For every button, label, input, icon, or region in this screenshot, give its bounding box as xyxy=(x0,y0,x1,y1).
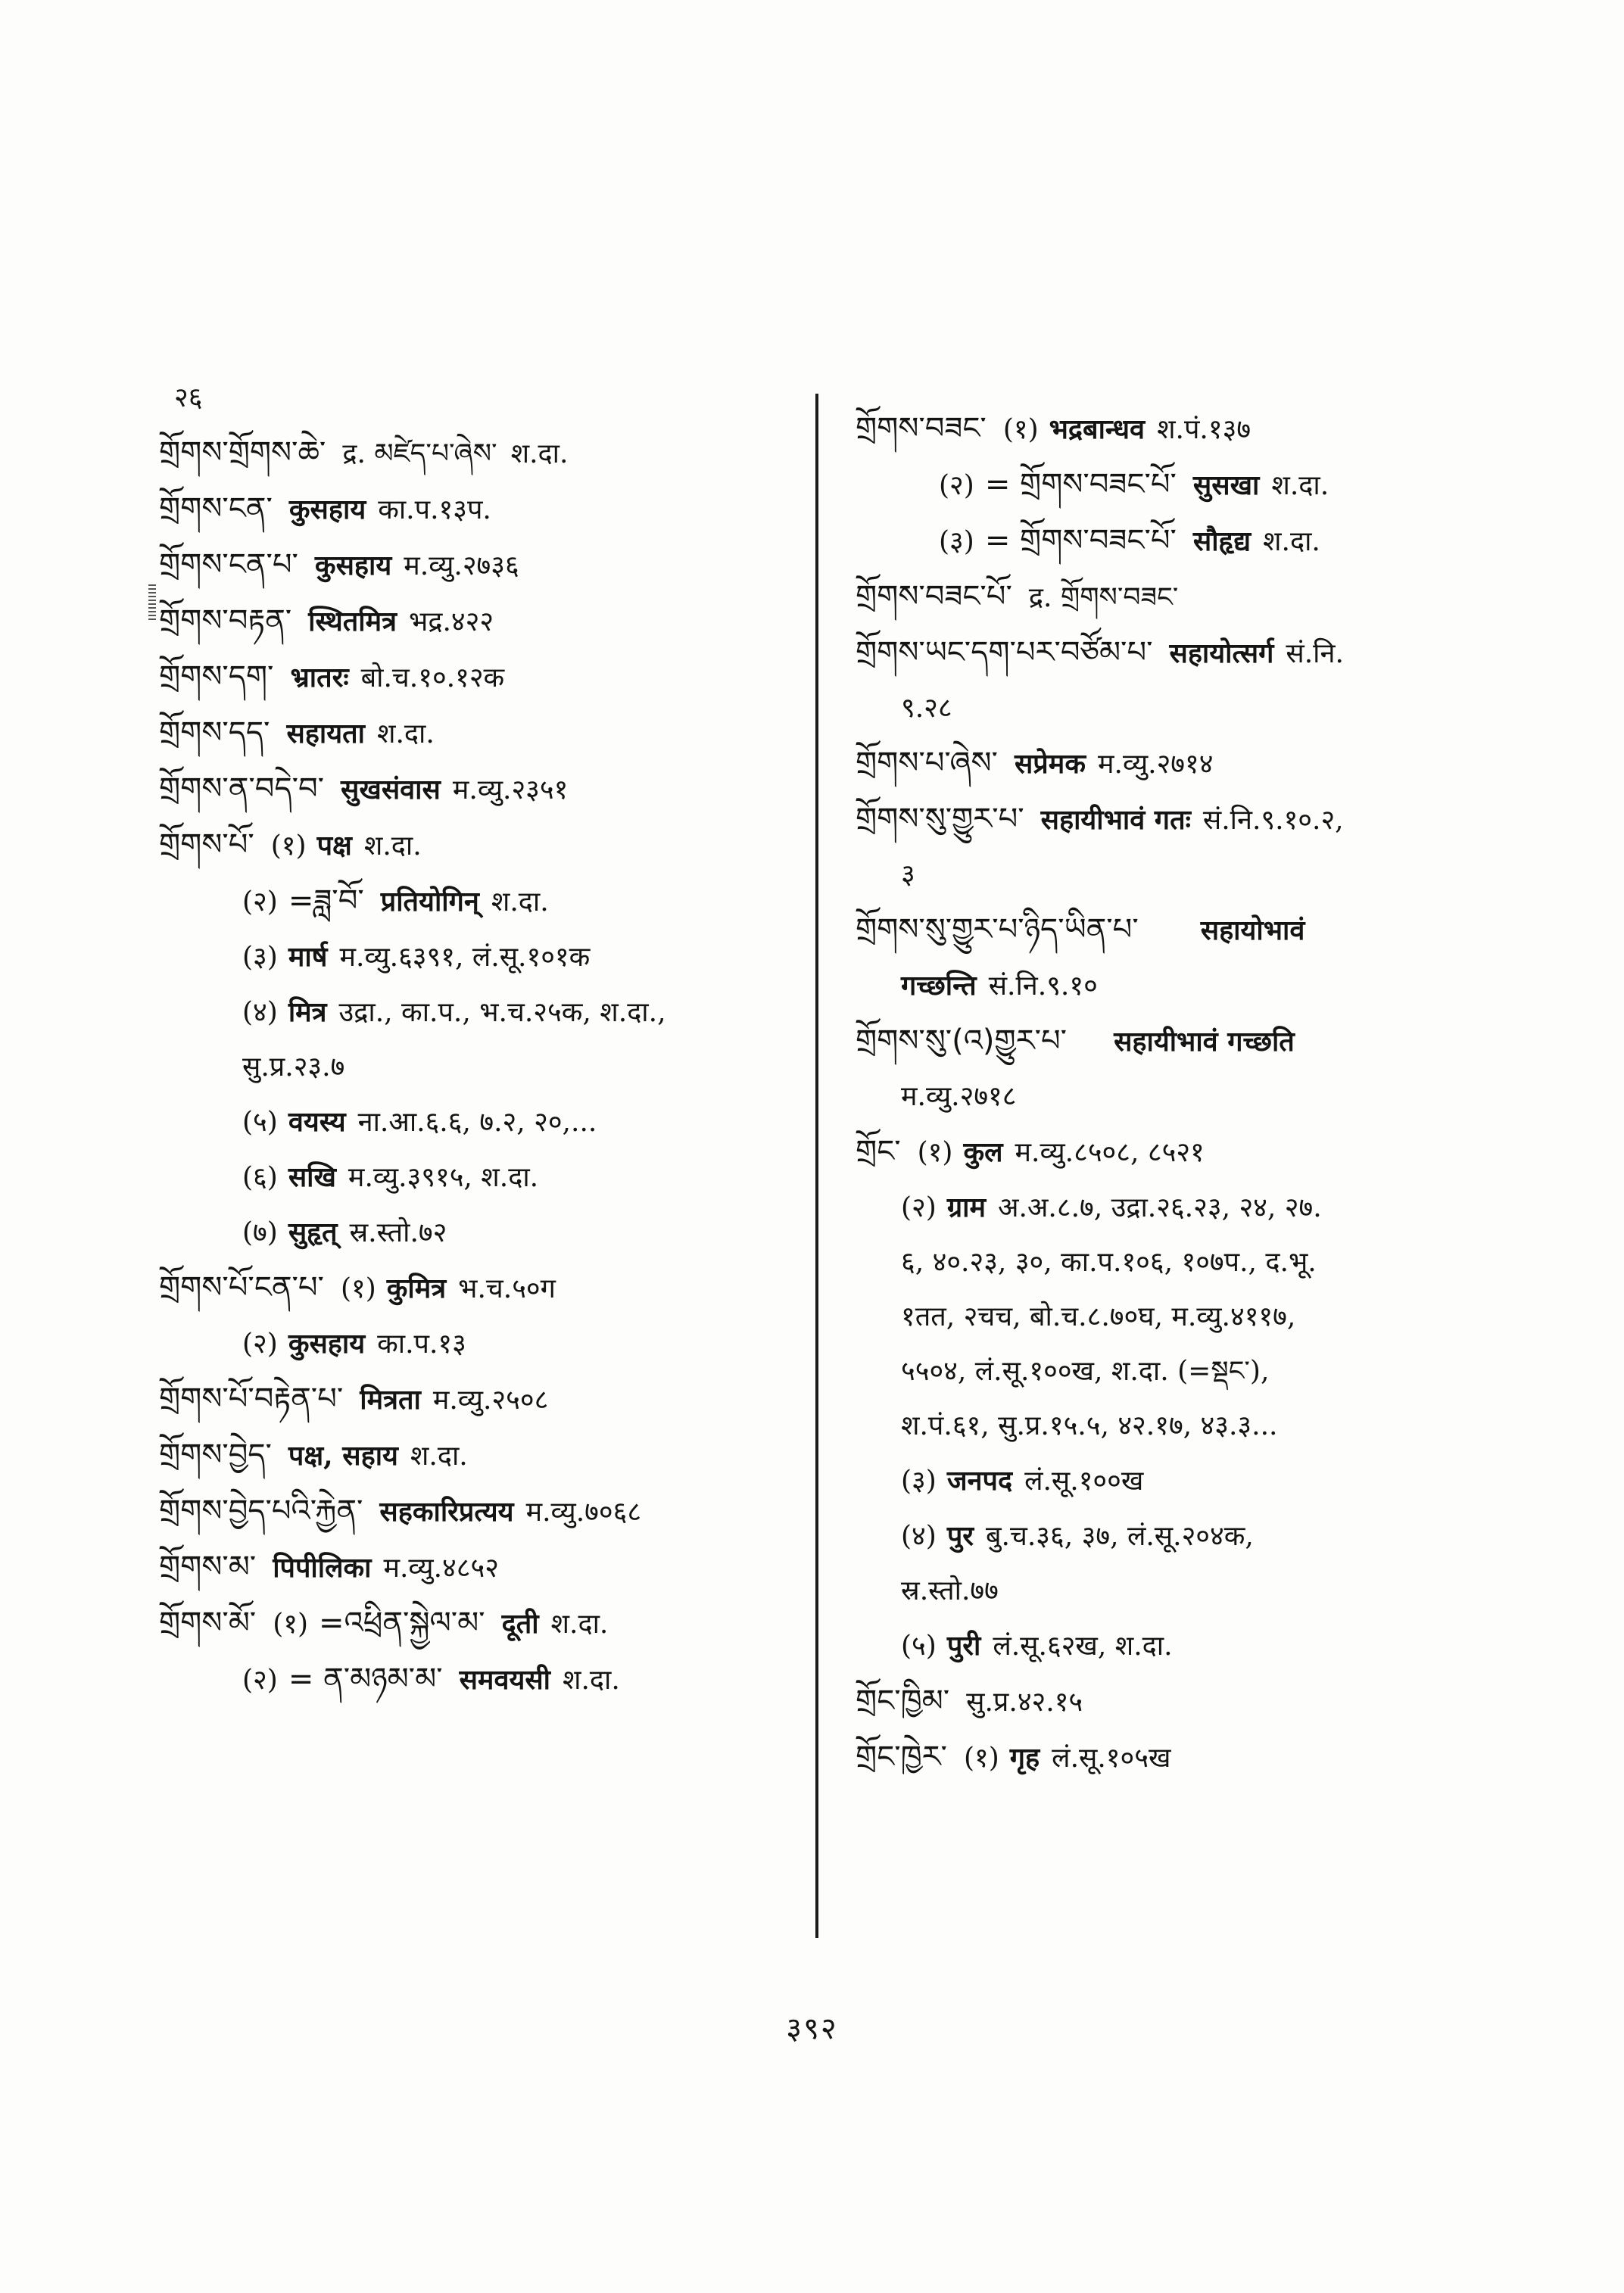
entry: གྲོགས་སུ་གྱུར་པ་ सहायीभावं गतः सं.नि.९.१०.२, xyxy=(856,802,1344,837)
sub-entry-continuation: सु.प्र.२३.७ xyxy=(242,1051,345,1083)
entry-continuation: गच्छन्ति सं.नि.९.१० xyxy=(901,970,1098,1002)
entry: གྲོགས་ན་བདེ་བ་ सुखसंवास म.व्यु.२३५१ xyxy=(159,771,569,806)
entry: གྲོགས་པ་ཞེས་ सप्रेमक म.व्यु.२७१४ xyxy=(856,746,1214,780)
sub-entry-continuation: १तत, २चच, बो.च.८.७०घ, म.व्यु.४११७, xyxy=(901,1301,1296,1332)
sub-entry: (६) सखि म.व्यु.३९१५, श.दा. xyxy=(242,1161,539,1193)
sub-entry: (२) कुसहाय का.प.१३ xyxy=(242,1328,466,1360)
sub-entry: (७) सुहृत् स्र.स्तो.७२ xyxy=(242,1217,447,1248)
entry: གྲོགས་ངན་པ་ कुसहाय म.व्यु.२७३६ xyxy=(159,547,519,582)
entry: གྲོགས་བྱེད་ पक्ष, सहाय श.दा. xyxy=(159,1438,468,1472)
entry: གྲོང་ཁྱེར་ (१) गृह लं.सू.१०५ख xyxy=(856,1740,1171,1774)
entry-continuation: ९.२८ xyxy=(901,693,952,724)
margin-tick-marks xyxy=(148,584,156,622)
entry: གྲོགས་ཡང་དག་པར་བཙོམ་པ་ सहायोत्सर्ग सं.नि. xyxy=(856,635,1344,670)
right-column xyxy=(856,401,1507,1786)
sub-entry: (५) पुरी लं.सू.६२ख, श.दा. xyxy=(901,1630,1173,1662)
sub-entry: (३) = གྲོགས་བཟང་པོ་ सौहृद्य श.दा. xyxy=(939,523,1320,558)
sub-entry: (५) वयस्य ना.आ.६.६, ७.२, २०,... xyxy=(242,1106,597,1138)
entry: གྲོགས་མ་ पिपीलिका म.व्यु.४८५२ xyxy=(159,1550,499,1584)
sub-entry: (४) मित्र उद्रा., का.प., भ.च.२५क, श.दा., xyxy=(242,996,666,1028)
entry: གྲོགས་སུ་གྱུར་པ་ཉིད་ཡིན་པ་ सहायोभावं xyxy=(856,912,1305,947)
entry: གྲོགས་བརྟན་ स्थितमित्र भद्र.४२२ xyxy=(159,603,494,638)
column-header-number: २६ xyxy=(174,382,203,413)
entry: གྲོགས་གྲོགས་ཆེ་ द्र. མཛེད་པ་ཞེས་ श.दा. xyxy=(159,435,569,470)
entry: གྲོགས་བཟང་པོ་ द्र. གྲོགས་བཟང་ xyxy=(856,579,1179,614)
entry: གྲོགས་བཟང་ (१) भद्रबान्धव श.पं.१३७ xyxy=(856,411,1252,446)
sub-entry: (२) =ཟླ་བོ་ प्रतियोगिन् श.दा. xyxy=(242,883,549,918)
entry: གྲོགས་སུ་(འ)གྱུར་པ་ सहायीभावं गच्छति xyxy=(856,1023,1295,1058)
entry-continuation: ३ xyxy=(901,859,915,890)
sub-entry-continuation: स्र.स्तो.७७ xyxy=(901,1575,999,1606)
entry: གྲོགས་ངན་ कुसहाय का.प.१३प. xyxy=(159,491,491,526)
entry: གྲོང་ (१) कुल म.व्यु.८५०८, ८५२१ xyxy=(856,1134,1205,1169)
entry-continuation: म.व्यु.२७१८ xyxy=(901,1081,1017,1112)
entry: གྲོགས་པོ་བརྟེན་པ་ मित्रता म.व्यु.२५०८ xyxy=(159,1382,549,1416)
entry: གྲོགས་པོ་ངན་པ་ (१) कुमित्र भ.च.५०ग xyxy=(159,1270,556,1305)
left-column xyxy=(159,371,818,1708)
entry: གྲོང་ཁྱིམ་ सु.प्र.४२.१५ xyxy=(856,1684,1083,1718)
sub-entry: (२) ग्राम अ.अ.८.७, उद्रा.२६.२३, २४, २७. xyxy=(901,1192,1322,1223)
page-number: ३९२ xyxy=(786,2011,838,2046)
entry: གྲོགས་བྱེད་པའི་རྐྱེན་ सहकारिप्रत्यय म.व्यु.७०६८ xyxy=(159,1494,642,1528)
sub-entry-continuation: ५५०४, लं.सू.१००ख, श.दा. (=སྡང་), xyxy=(901,1356,1270,1387)
entry: གྲོགས་དད་ सहायता श.दा. xyxy=(159,715,435,750)
sub-entry-continuation: श.पं.६१, सु.प्र.१५.५, ४२.१७, ४३.३... xyxy=(901,1410,1278,1441)
sub-entry: (२) = གྲོགས་བཟང་པོ་ सुसखा श.दा. xyxy=(939,467,1329,502)
entry: གྲོགས་མོ་ (१) =འཕྲིན་སྐྱེལ་མ་ दूती श.दा. xyxy=(159,1606,609,1640)
entry: གྲོགས་པོ་ (१) पक्ष श.दा. xyxy=(159,827,422,862)
sub-entry: (३) मार्ष म.व्यु.६३९१, लं.सू.१०१क xyxy=(242,941,591,973)
sub-entry: (३) जनपद लं.सू.१००ख xyxy=(901,1465,1144,1497)
sub-entry: (४) पुर बु.च.३६, ३७, लं.सू.२०४क, xyxy=(901,1520,1254,1552)
sub-entry-continuation: ६, ४०.२३, ३०, का.प.१०६, १०७प., द.भू. xyxy=(901,1247,1317,1278)
entry: གྲོགས་དག་ भ्रातरः बो.च.१०.१२क xyxy=(159,659,505,694)
sub-entry: (२) = ན་མཉམ་མ་ समवयसी श.दा. xyxy=(242,1662,620,1696)
